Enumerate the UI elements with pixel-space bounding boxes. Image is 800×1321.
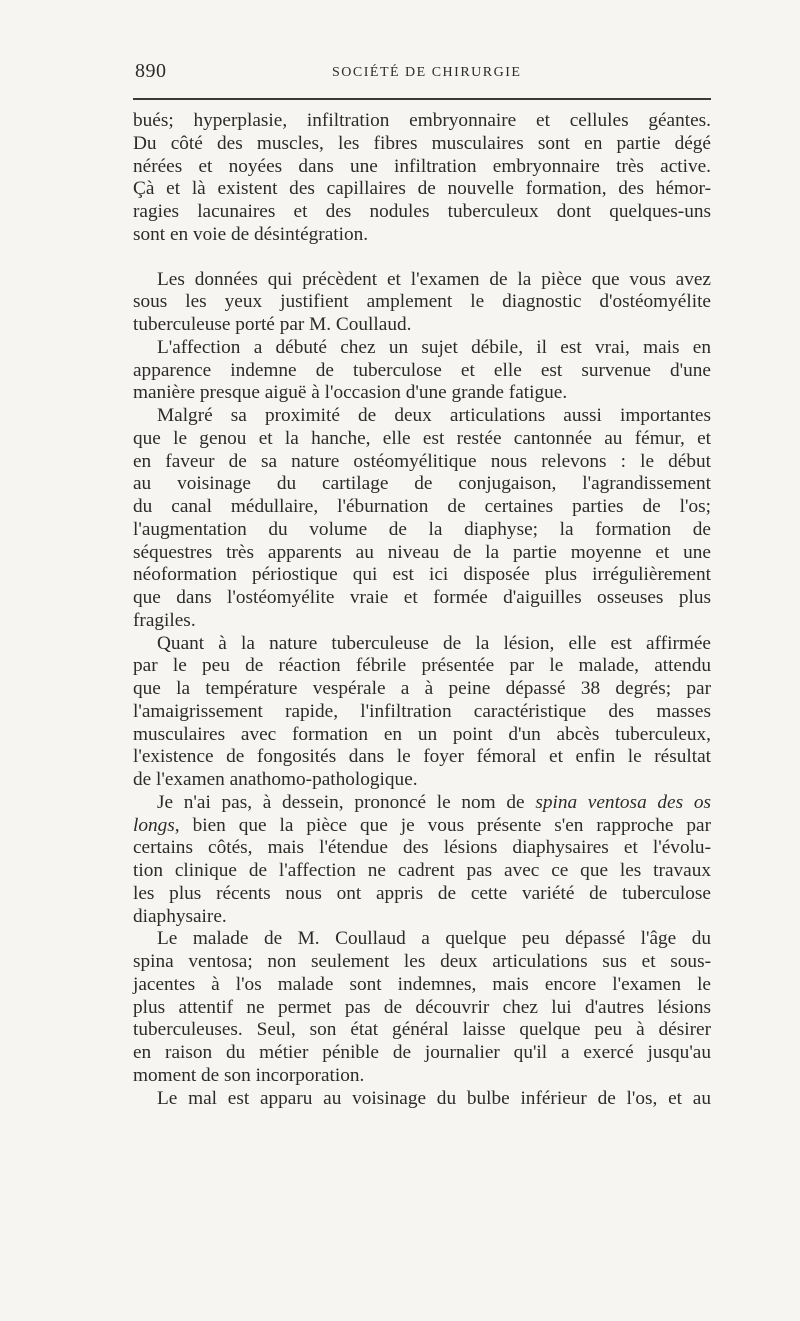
text-line: musculaires avec formation en un point d'un abcès tuberculeux, <box>133 723 711 745</box>
text-line: Malgré sa proximité de deux articulations aussi importantes <box>157 405 711 426</box>
text-line: nérées et noyées dans une infiltration embryonnaire très active. <box>133 155 711 177</box>
text-line: Les données qui précèdent et l'examen de la pièce que vous avez <box>157 268 711 290</box>
text-line: L'affection a débuté chez un sujet débile, il est vrai, mais en <box>157 336 711 358</box>
text-line: en faveur de sa nature ostéomyélitique nous relevons : le début <box>133 450 711 472</box>
paragraph-1 <box>133 110 711 247</box>
text-line: plus attentif ne permet pas de découvrir chez lui d'autres lésions <box>133 996 711 1018</box>
text-line: sous les yeux justifient amplement le diagnostic d'ostéomyélite <box>133 291 711 313</box>
text-line: que le genou et la hanche, elle est restée cantonnée au fémur, et <box>133 427 711 449</box>
paragraph-3 <box>133 337 711 405</box>
text-line: apparence indemne de tuberculose et elle est survenue d'une <box>133 359 711 381</box>
text-line: spina ventosa; non seulement les deux articulations sus et sous- <box>133 951 711 972</box>
text-line: Çà et là existent des capillaires de nouvelle formation, des hémor- <box>133 178 711 200</box>
text-line: l'existence de fongosités dans le foyer fémoral et enfin le résultat <box>133 746 711 768</box>
text-line <box>133 792 711 815</box>
text-line: les plus récents nous ont appris de cette variété de tuberculose <box>133 882 711 904</box>
text-line: au voisinage du cartilage de conjugaison, l'agrandissement <box>133 473 711 495</box>
text-line: ragies lacunaires et des nodules tuberculeux dont quelques-uns <box>133 201 711 222</box>
text-line: que dans l'ostéomyélite vraie et formée d'aiguilles osseuses plus <box>133 587 711 608</box>
text-line: l'amaigrissement rapide, l'infiltration caractéristique des masses <box>133 700 711 722</box>
paragraph-8 <box>133 1088 711 1111</box>
text-line: Le mal est apparu au voisinage du bulbe inférieur de l'os, et au <box>157 1087 711 1109</box>
page-number: 890 <box>135 60 167 82</box>
running-head: SOCIÉTÉ DE CHIRURGIE <box>332 65 522 80</box>
text-line: Le malade de M. Coullaud a quelque peu dépassé l'âge du <box>157 928 711 950</box>
text-line: jacentes à l'os malade sont indemnes, mais encore l'examen le <box>133 973 711 995</box>
paragraph-7 <box>133 928 711 1087</box>
text-line: moment de son incorporation. <box>133 1064 365 1086</box>
text-line: diaphysaire. <box>133 905 227 927</box>
text-line: par le peu de réaction fébrile présentée par le malade, attendu <box>133 655 711 677</box>
text-line: séquestres très apparents au niveau de la partie moyenne et une <box>133 541 711 563</box>
text-line: sont en voie de désintégration. <box>133 223 369 245</box>
text-line: fragiles. <box>133 609 196 631</box>
text-segment: Je n'ai pas, à dessein, prononcé le nom de <box>157 791 525 813</box>
paragraph-5 <box>133 633 711 792</box>
text-line <box>133 815 711 838</box>
text-line: manière presque aiguë à l'occasion d'une grande fatigue. <box>133 382 568 404</box>
text-segment: , bien que la pièce que je vous présente s'en rapproche par <box>174 814 711 836</box>
text-line: du canal médullaire, l'éburnation de certaines parties de l'os; <box>133 496 711 517</box>
paragraph-2 <box>133 269 711 337</box>
text-line: Quant à la nature tuberculeuse de la lésion, elle est affirmée <box>157 632 711 654</box>
paragraph-6 <box>133 792 711 929</box>
paragraph-4 <box>133 405 711 633</box>
text-line: en raison du métier pénible de journalier qu'il a exercé jusqu'au <box>133 1042 711 1063</box>
text-line: tuberculeuse porté par M. Coullaud. <box>133 314 412 335</box>
italic-term: spina ventosa des os <box>535 791 711 813</box>
text-line: bués; hyperplasie, infiltration embryonnaire et cellules géantes. <box>133 110 711 131</box>
text-line: Du côté des muscles, les fibres musculaires sont en partie dégé <box>133 132 711 154</box>
text-line: tuberculeuses. Seul, son état général laisse quelque peu à désirer <box>133 1019 711 1041</box>
italic-term: longs <box>133 814 175 836</box>
text-line: tion clinique de l'affection ne cadrent pas avec ce que les travaux <box>133 860 711 881</box>
text-line: certains côtés, mais l'étendue des lésions diaphysaires et l'évolu- <box>133 837 711 859</box>
page-header <box>132 60 712 90</box>
body-text <box>133 110 711 1110</box>
text-line: néoformation périostique qui est ici disposée plus irrégulièrement <box>133 564 711 586</box>
text-line: de l'examen anathomo-pathologique. <box>133 769 418 790</box>
header-rule <box>133 98 711 100</box>
text-line: que la température vespérale a à peine dépassé 38 degrés; par <box>133 678 711 699</box>
text-line: l'augmentation du volume de la diaphyse; la formation de <box>133 518 711 540</box>
